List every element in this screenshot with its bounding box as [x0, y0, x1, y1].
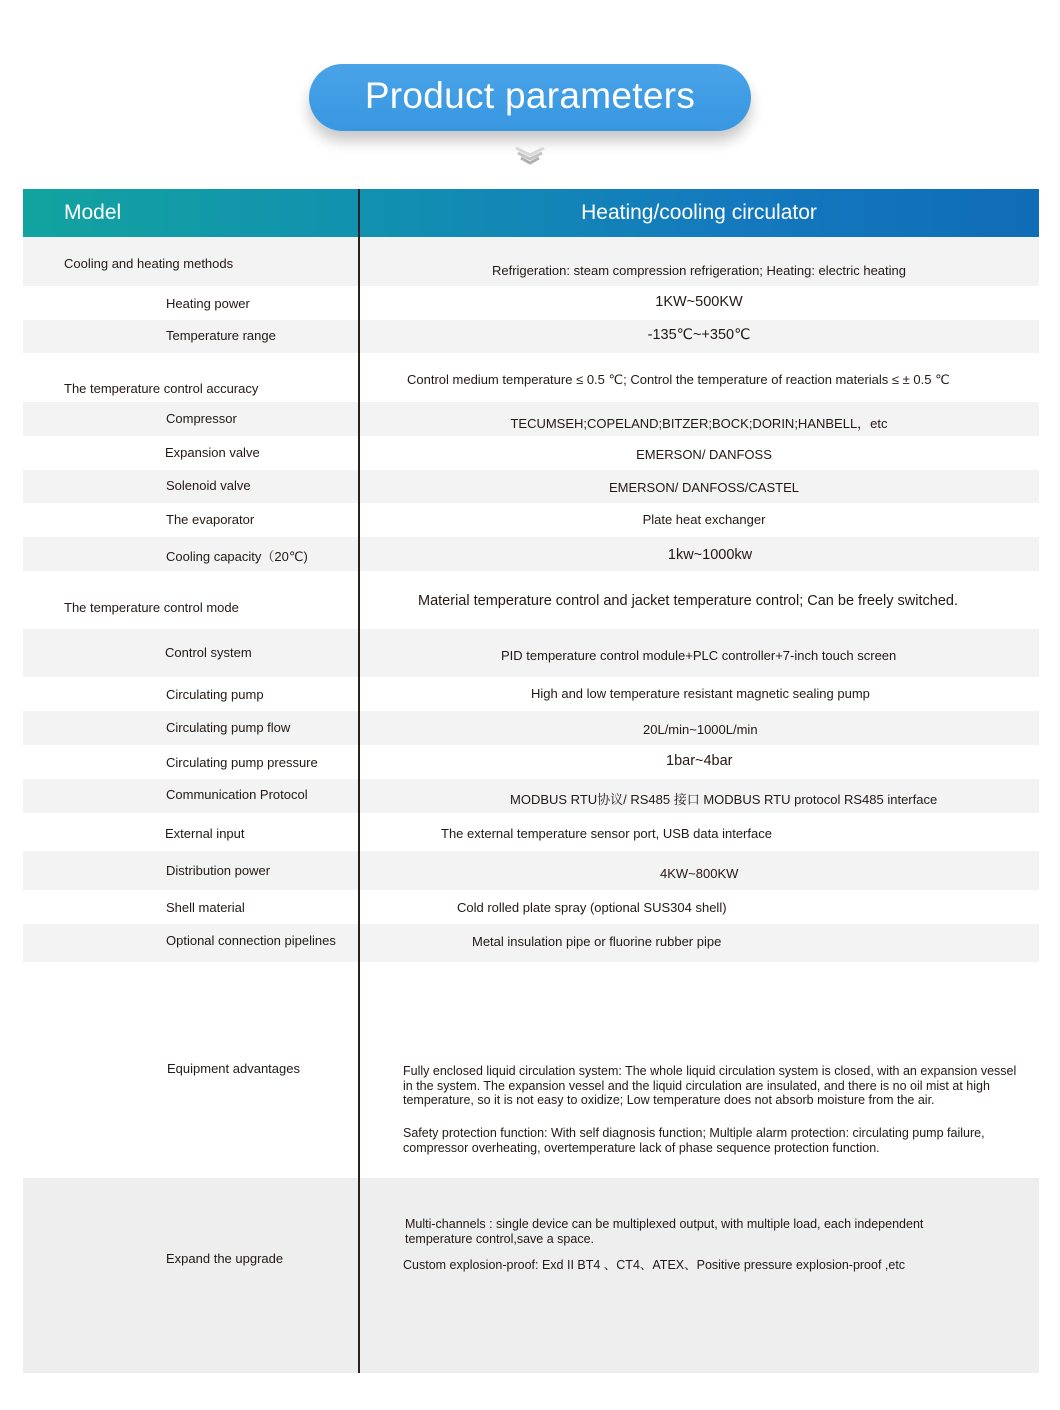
row-label: The evaporator — [166, 512, 255, 527]
row-value: Metal insulation pipe or fluorine rubber pipe — [472, 934, 722, 949]
parameters-table — [23, 189, 1039, 1373]
row-label: Circulating pump pressure — [166, 755, 318, 770]
table-row — [23, 237, 1039, 286]
row-value: Material temperature control and jacket temperature control; Can be freely switched. — [418, 593, 958, 609]
table-row — [23, 711, 1039, 745]
column-divider — [358, 189, 360, 1373]
row-value: Cold rolled plate spray (optional SUS304 shell) — [457, 900, 727, 915]
row-label: External input — [165, 826, 245, 841]
table-row — [23, 813, 1039, 851]
row-value: 1KW~500KW — [655, 294, 743, 310]
row-label: Circulating pump flow — [166, 720, 291, 735]
table-row — [23, 924, 1039, 962]
row-value: EMERSON/ DANFOSS — [636, 447, 772, 462]
row-value: Refrigeration: steam compression refrigeration; Heating: electric heating — [491, 263, 907, 278]
upgrade-paragraph: Custom explosion-proof: Exd II BT4 、CT4、ATEX、Positive pressure explosion-proof ,etc — [403, 1258, 906, 1272]
table-row — [23, 402, 1039, 436]
row-value: Plate heat exchanger — [642, 512, 766, 527]
table-row — [23, 537, 1039, 571]
row-label: Optional connection pipelines — [166, 933, 336, 948]
row-label: Cooling and heating methods — [64, 256, 234, 271]
row-label: The temperature control accuracy — [64, 381, 259, 396]
table-row — [23, 571, 1039, 629]
row-value: Control medium temperature ≤ 0.5 ℃; Control the temperature of reaction materials ≤ ± 0.5 ℃ — [407, 372, 950, 387]
table-row — [23, 890, 1039, 924]
upgrade-paragraph: Multi-channels : single device can be multiplexed output, with multiple load, each independent temperature control,save a space. — [405, 1217, 924, 1246]
table-row — [23, 320, 1039, 353]
row-value: 1kw~1000kw — [667, 547, 753, 563]
row-label: Temperature range — [166, 328, 276, 343]
row-label: Circulating pump — [166, 687, 264, 702]
row-label: Expand the upgrade — [166, 1251, 284, 1266]
table-row — [23, 353, 1039, 402]
row-value: EMERSON/ DANFOSS/CASTEL — [609, 480, 799, 495]
table-row — [23, 436, 1039, 470]
row-label: Cooling capacity（20℃) — [166, 549, 308, 564]
table-row-advantages — [23, 962, 1039, 1178]
chevron-down-icon — [512, 144, 548, 168]
row-label: Solenoid valve — [166, 478, 251, 493]
row-value: -135℃~+350℃ — [647, 327, 751, 343]
table-row — [23, 470, 1039, 503]
row-value: TECUMSEH;COPELAND;BITZER;BOCK;DORIN;HANBELL，etc — [510, 416, 888, 431]
table-row — [23, 503, 1039, 537]
row-value: PID temperature control module+PLC controller+7-inch touch screen — [501, 648, 897, 663]
advantage-paragraph: Safety protection function: With self diagnosis function; Multiple alarm protection: circulating pump failure, compressor overheating, overtemperature lack of phase sequence protection function. — [403, 1126, 985, 1155]
table-row — [23, 629, 1039, 677]
row-value: 20L/min~1000L/min — [643, 722, 758, 737]
table-row — [23, 851, 1039, 890]
advantage-paragraph: Fully enclosed liquid circulation system: The whole liquid circulation system is closed, with an expansion vessel in the system. The expansion vessel and the liquid circulation are insulated, and there is no oil mist at high temperature, so it is not easy to oxidize; Low temperature does not absorb moisture from the air. — [403, 1064, 1017, 1107]
row-label: Expansion valve — [165, 445, 260, 460]
table-row — [23, 286, 1039, 320]
row-value: The external temperature sensor port, USB data interface — [441, 826, 772, 841]
row-label: Distribution power — [166, 863, 271, 878]
row-label: Heating power — [166, 296, 250, 311]
row-value: 4KW~800KW — [660, 866, 739, 881]
row-value: High and low temperature resistant magnetic sealing pump — [531, 686, 870, 701]
table-row — [23, 745, 1039, 779]
row-label: Communication Protocol — [166, 787, 308, 802]
row-value: 1bar~4bar — [666, 753, 733, 769]
row-label: Compressor — [166, 411, 237, 426]
header-product: Heating/cooling circulator — [581, 201, 817, 224]
table-row-upgrade — [23, 1178, 1039, 1373]
table-header — [23, 189, 1039, 237]
row-label: The temperature control mode — [64, 600, 239, 615]
row-label: Equipment advantages — [167, 1061, 300, 1076]
table-row — [23, 677, 1039, 711]
header-model: Model — [64, 201, 122, 224]
page-title: Product parameters — [309, 64, 751, 131]
row-label: Control system — [165, 645, 252, 660]
row-label: Shell material — [166, 900, 245, 915]
row-value: MODBUS RTU协议/ RS485 接口 MODBUS RTU protocol RS485 interface — [510, 792, 938, 807]
table-row — [23, 779, 1039, 813]
